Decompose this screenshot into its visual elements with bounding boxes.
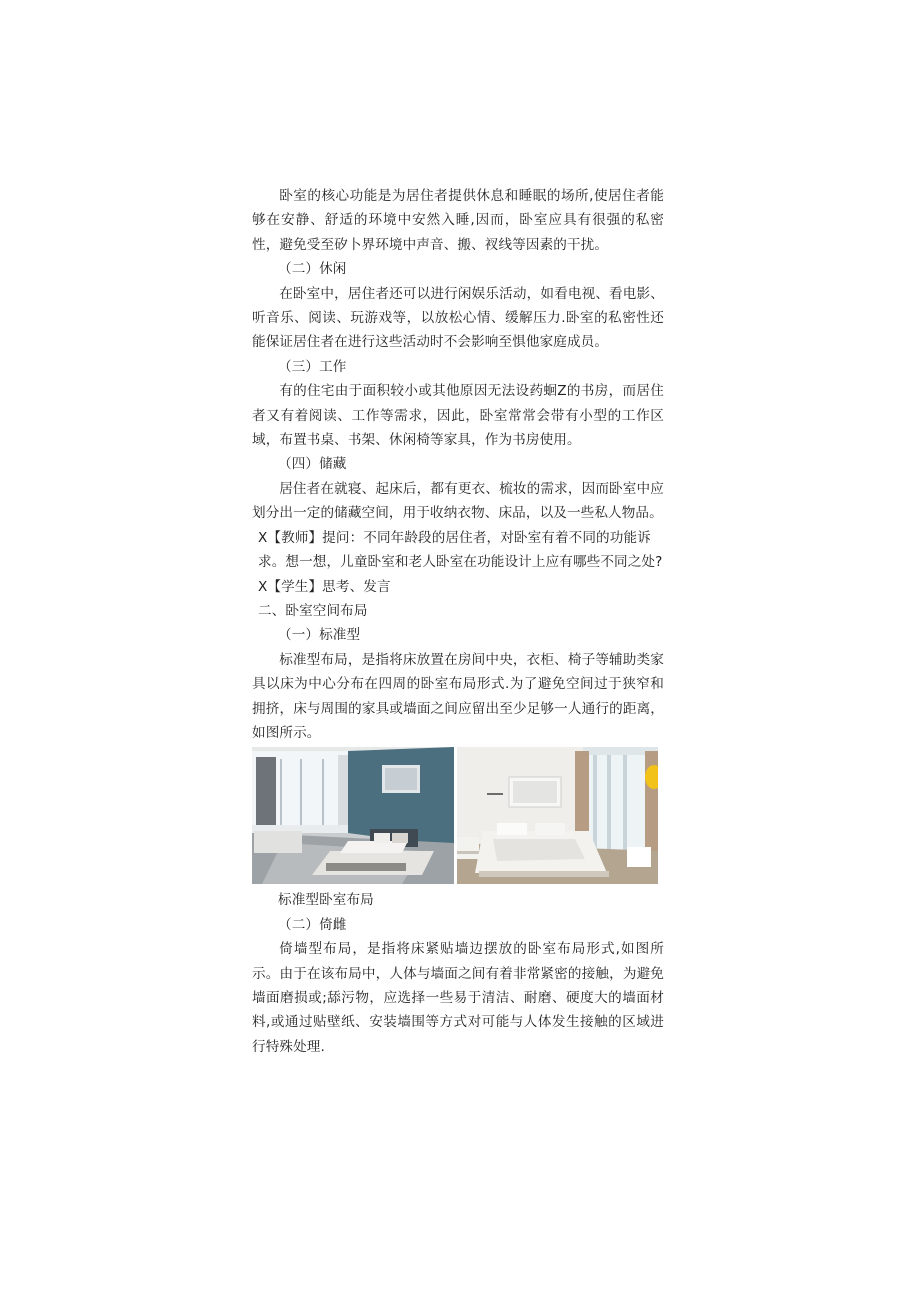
teacher-question: X【教师】提问：不同年龄段的居住者，对卧室有着不同的功能诉求。想一想，儿童卧室和老人卧室在功能设计上应有哪些不同之处? — [258, 529, 663, 571]
section-heading-layout: 二、卧室空间布局 — [258, 602, 368, 619]
photo-white-bedroom — [457, 747, 658, 884]
figure-caption: 标准型卧室布局 — [278, 892, 374, 909]
paragraph-storage: 居住者在就寝、起床后，都有更衣、梳妆的需求，因而卧室中应划分出一定的储藏空间，用于收纳衣物、床品，以及一些私人物品。 — [252, 480, 664, 522]
paragraph-work: 有的住宅由于面积较小或其他原因无法设药蛔Z的书房，而居住者又有着阅读、工作等需求，因此，卧室常常会带有小型的工作区域，布置书桌、书架、休闲椅等家具，作为书房使用。 — [252, 383, 664, 449]
heading-standard: （一）标准型 — [278, 627, 361, 644]
paragraph-standard: 标准型布局，是指将床放置在房间中央，衣柜、椅子等辅助类家具以床为中心分布在四周的卧室布局形式.为了避免空间过于狭窄和拥挤，床与周围的家具或墙面之间应留出至少足够一人通行的距离，如图所示。 — [252, 651, 664, 741]
heading-work: （三）工作 — [278, 358, 347, 375]
heading-wall: （二）倚雌 — [278, 916, 347, 933]
heading-leisure: （二）休闲 — [278, 261, 347, 278]
paragraph-sleep: 卧室的核心功能是为居住者提供休息和睡眠的场所,使居住者能够在安静、舒适的环境中安然入睡,因而，卧室应具有很强的私密性，避免受至矽卜界环境中声音、搬、衩线等因素的干扰。 — [252, 188, 664, 253]
photo-blue-bedroom — [252, 747, 454, 884]
document-body — [252, 184, 664, 1059]
paragraph-leisure: 在卧室中，居住者还可以进行闲娱乐活动，如看电视、看电影、听音乐、阅读、玩游戏等，以放松心情、缓解压力.卧室的私密性还能保证居住者在进行这些活动时不会影响至惧他家庭成员。 — [252, 285, 664, 351]
bedroom-figure — [252, 747, 658, 884]
heading-storage: （四）储藏 — [278, 456, 347, 473]
student-response: X【学生】思考、发言 — [258, 578, 391, 595]
paragraph-wall: 倚墙型布局，是指将床紧贴墙边摆放的卧室布局形式,如图所示。由于在该布局中，人体与墙面之间有着非常紧密的接触，为避免墙面磨损或;舔污物，应选择一些易于清洁、耐磨、硬度大的墙面材料,或通过贴壁纸、安装墙围等方式对可能与人体发生接触的区域进行特殊处理. — [252, 941, 664, 1055]
